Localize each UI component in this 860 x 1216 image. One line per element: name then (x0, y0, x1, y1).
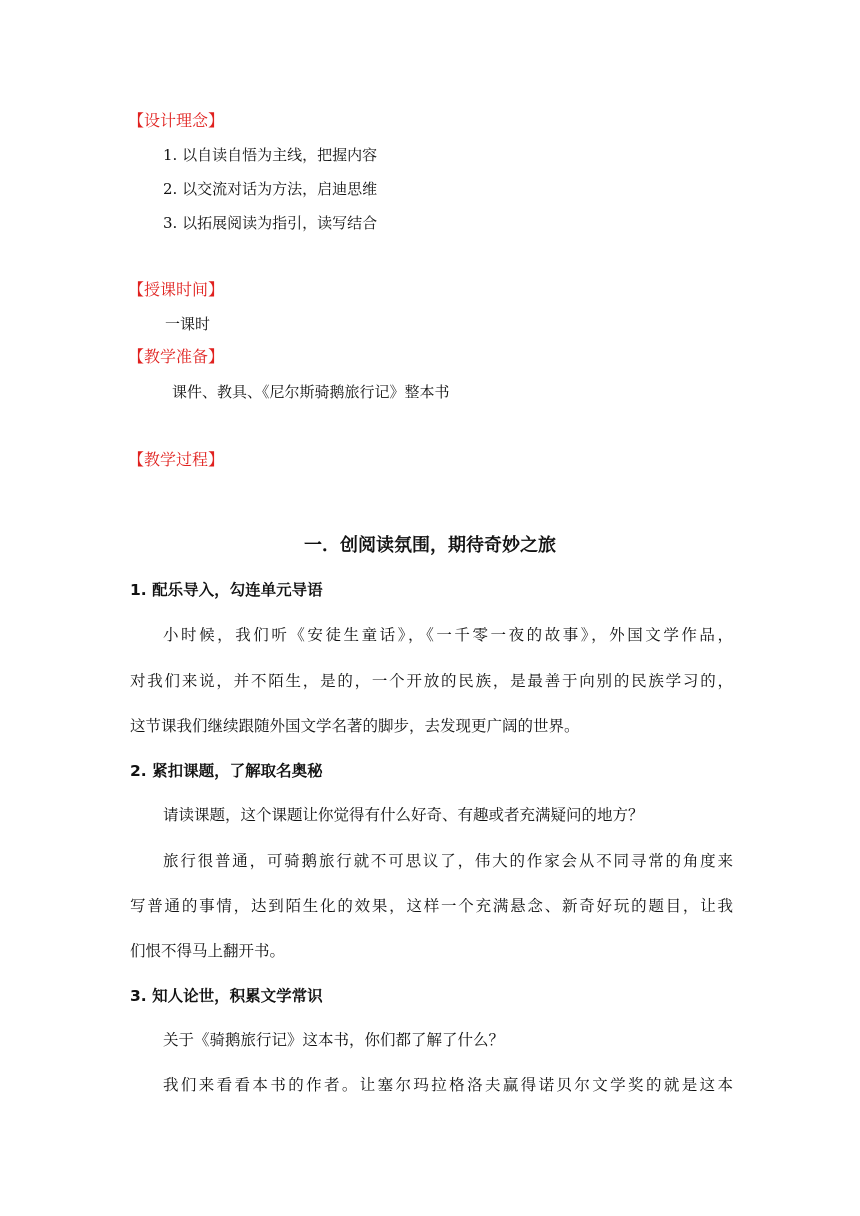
design-concept-heading: 【设计理念】 (128, 111, 225, 130)
part-heading: 3. 知人论世，积累文学常识 (130, 987, 323, 1005)
paragraph-line: 小时候，我们听《安徒生童话》，《一千零一夜的故事》，外国文学作品， (163, 626, 733, 644)
design-concept-item: 3. 以拓展阅读为指引，读写结合 (163, 214, 378, 232)
paragraph-line: 旅行很普通，可骑鹅旅行就不可思议了，伟大的作家会从不同寻常的角度来 (163, 852, 733, 870)
design-concept-item: 2. 以交流对话为方法，启迪思维 (163, 180, 378, 198)
paragraph-line: 们恨不得马上翻开书。 (130, 942, 286, 960)
section-title: 一．创阅读氛围，期待奇妙之旅 (304, 535, 556, 556)
part-heading: 1. 配乐导入，勾连单元导语 (130, 581, 323, 599)
paragraph-line: 这节课我们继续跟随外国文学名著的脚步，去发现更广阔的世界。 (130, 717, 580, 735)
class-time-heading: 【授课时间】 (128, 280, 225, 299)
paragraph-line: 请读课题，这个课题让你觉得有什么好奇、有趣或者充满疑问的地方？ (163, 806, 644, 824)
paragraph-line: 对我们来说，并不陌生，是的，一个开放的民族，是最善于向别的民族学习的， (130, 672, 733, 690)
preparation-heading: 【教学准备】 (128, 347, 225, 366)
preparation-text: 课件、教具、《尼尔斯骑鹅旅行记》整本书 (172, 383, 450, 401)
paragraph-line: 我们来看看本书的作者。让塞尔玛拉格洛夫赢得诺贝尔文学奖的就是这本 (163, 1076, 733, 1094)
process-heading: 【教学过程】 (128, 450, 225, 469)
part-heading: 2. 紧扣课题，了解取名奥秘 (130, 762, 323, 780)
paragraph-line: 写普通的事情，达到陌生化的效果，这样一个充满悬念、新奇好玩的题目，让我 (130, 897, 733, 915)
paragraph-line: 关于《骑鹅旅行记》这本书，你们都了解了什么？ (163, 1031, 505, 1049)
class-time-text: 一课时 (165, 315, 211, 333)
design-concept-item: 1. 以自读自悟为主线，把握内容 (163, 146, 378, 164)
